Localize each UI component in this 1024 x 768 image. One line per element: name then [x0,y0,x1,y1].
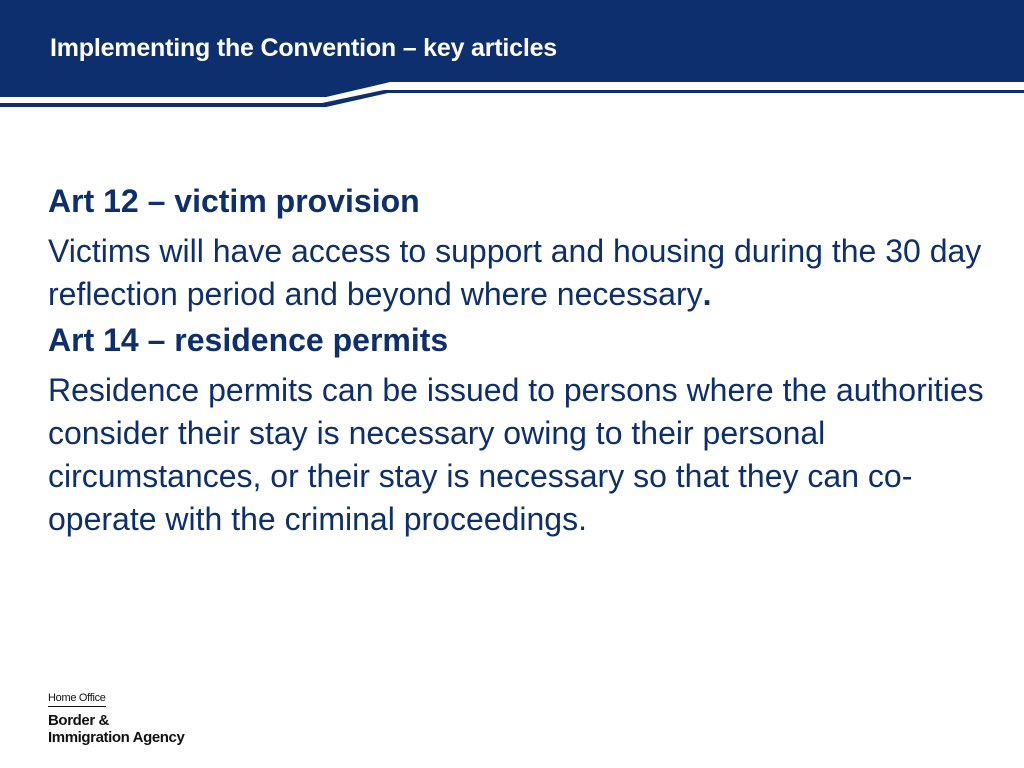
logo-home-office: Home Office [48,692,106,707]
section-heading-art14: Art 14 – residence permits [48,322,449,358]
section-text-art14: Residence permits can be issued to persons where the authorities consider their stay is necessary owing to their personal circumstances, or their stay is necessary so that they can co-operate with the criminal proceedings. [48,372,984,537]
slide-title: Implementing the Convention – key articles [50,34,558,62]
logo-line-1: Border & [48,712,109,729]
art12-text-end: . [702,276,712,312]
section-text-art12 [48,230,988,316]
section-heading-art12: Art 12 – victim provision [48,183,420,219]
home-office-logo [48,688,184,746]
art12-text: Victims will have access to support and housing during the 30 day reflection period and beyond where necessary [48,233,982,312]
logo-line-2: Immigration Agency [48,729,185,746]
slide-body [48,180,988,544]
